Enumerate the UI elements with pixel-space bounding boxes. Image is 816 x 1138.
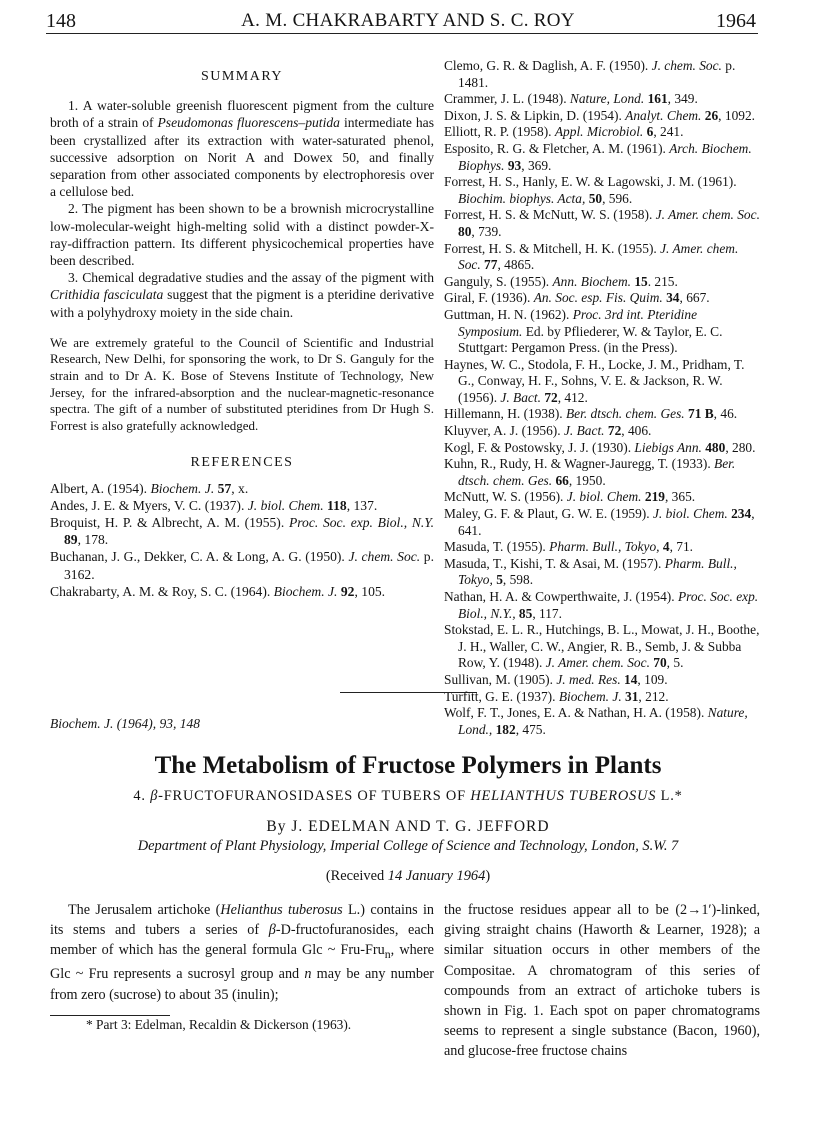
reference-item: Buchanan, J. G., Dekker, C. A. & Long, A. G. (1950). J. chem. Soc. p. 3162.: [50, 549, 434, 582]
reference-item: Masuda, T., Kishi, T. & Asai, M. (1957). Pharm. Bull., Tokyo, 5, 598.: [444, 555, 737, 588]
reference-item: Forrest, H. S. & Mitchell, H. K. (1955). J. Amer. chem. Soc. 77, 4865.: [444, 240, 739, 273]
footnote-rule: [50, 1015, 170, 1016]
reference-item: Wolf, F. T., Jones, E. A. & Nathan, H. A. (1958). Nature, Lond., 182, 475.: [444, 705, 748, 737]
reference-item: Masuda, T. (1955). Pharm. Bull., Tokyo, 4, 71.: [444, 539, 693, 555]
article-subtitle: 4. β-FRUCTOFURANOSIDASES OF TUBERS OF HELIANTHUS TUBEROSUS L.*: [133, 788, 683, 804]
body-left: The Jerusalem artichoke (Helianthus tuberosus L.) contains in its stems and tubers a series of β-D-fructofuranosides, each member of which has the general formula Glc ~ Fru-Fru$_n$, where Glc ~ Fru represents a sucrosyl group and n may be any number from zero (sucrose) to about 35 (inulin);: [50, 902, 435, 1003]
summary-item-1: 1. A water-soluble greenish fluorescent pigment from the culture broth of a strain of Pseudomonas fluorescens–putida intermediate has been crystallized after its extraction with water-saturated phenol, successive adsorption on Norit A and Dowex 50, and finally separation from other associated components by electrophoresis over a cellulose bed.: [50, 98, 434, 200]
reference-item: Kuhn, R., Rudy, H. & Wagner-Jauregg, T. (1933). Ber. dtsch. chem. Ges. 66, 1950.: [444, 456, 736, 488]
reference-item: Turfitt, G. E. (1937). Biochem. J. 31, 212.: [444, 688, 669, 704]
references-left-list: [50, 480, 434, 600]
references-right-list: [444, 58, 760, 738]
article-separator: [340, 692, 477, 693]
reference-item: Haynes, W. C., Stodola, F. H., Locke, J. M., Pridham, T. G., Conway, H. F., Sohns, V. E. & Jackson, R. W. (1956). J. Bact. 72, 412.: [444, 356, 745, 405]
affiliation: Department of Plant Physiology, Imperial College of Science and Technology, London, S.W. 7: [137, 838, 679, 854]
reference-item: Stokstad, E. L. R., Hutchings, B. L., Mowat, J. H., Boothe, J. H., Waller, C. W., Angier, R. B., Semb, J. & Subba Row, Y. (1948). J. Amer. chem. Soc. 70, 5.: [444, 622, 760, 671]
reference-item: Dixon, J. S. & Lipkin, D. (1954). Analyt. Chem. 26, 1092.: [444, 107, 755, 123]
reference-item: Andes, J. E. & Myers, V. C. (1937). J. biol. Chem. 118, 137.: [50, 497, 378, 513]
reference-item: Giral, F. (1936). An. Soc. esp. Fis. Quim. 34, 667.: [444, 290, 710, 306]
reference-item: Chakrabarty, A. M. & Roy, S. C. (1964). Biochem. J. 92, 105.: [50, 583, 386, 599]
received-date: (Received 14 January 1964): [325, 868, 491, 884]
reference-item: Esposito, R. G. & Fletcher, A. M. (1961). Arch. Biochem. Biophys. 93, 369.: [444, 140, 752, 173]
reference-item: McNutt, W. S. (1956). J. biol. Chem. 219, 365.: [444, 489, 696, 505]
running-header-year: 1964: [716, 10, 756, 32]
reference-item: Forrest, H. S. & McNutt, W. S. (1958). J. Amer. chem. Soc. 80, 739.: [444, 207, 760, 239]
reference-item: Nathan, H. A. & Cowperthwaite, J. (1954). Proc. Soc. exp. Biol., N.Y., 85, 117.: [444, 589, 759, 621]
reference-item: Kluyver, A. J. (1956). J. Bact. 72, 406.: [444, 423, 652, 439]
references-heading: REFERENCES: [190, 455, 294, 471]
reference-item: Clemo, G. R. & Daglish, A. F. (1950). J. chem. Soc. p. 1481.: [444, 58, 736, 90]
header-rule: [46, 33, 758, 34]
footnote: * Part 3: Edelman, Recaldin & Dickerson (1963).: [86, 1017, 352, 1032]
reference-item: Guttman, H. N. (1962). Proc. 3rd int. Pteridine Symposium. Ed. by Pfliederer, W. & Taylor, E. C. Stuttgart: Pergamon Press. (in the Press).: [444, 306, 723, 356]
reference-item: Broquist, H. P. & Albrecht, A. M. (1955). Proc. Soc. exp. Biol., N.Y. 89, 178.: [50, 515, 434, 548]
summary-item-3: 3. Chemical degradative studies and the assay of the pigment with Crithidia fasciculata suggest that the pigment is a pteridine derivative with a polyhydroxy moiety in the side chain.: [50, 270, 435, 320]
reference-item: Hillemann, H. (1938). Ber. dtsch. chem. Ges. 71 B, 46.: [444, 406, 738, 422]
reference-item: Forrest, H. S., Hanly, E. W. & Lagowski, J. M. (1961). Biochim. biophys. Acta, 50, 596.: [444, 174, 737, 206]
reference-item: Kogl, F. & Postowsky, J. J. (1930). Liebigs Ann. 480, 280.: [444, 439, 756, 455]
journal-citation: Biochem. J. (1964), 93, 148: [50, 716, 200, 731]
reference-item: Elliott, R. P. (1958). Appl. Microbiol. 6, 241.: [444, 124, 684, 140]
running-header-authors: A. M. CHAKRABARTY AND S. C. ROY: [241, 10, 575, 31]
article-title: The Metabolism of Fructose Polymers in Plants: [154, 752, 662, 779]
left-column: [50, 60, 434, 600]
page-number: 148: [46, 10, 76, 32]
reference-item: Sullivan, M. (1905). J. med. Res. 14, 109.: [444, 671, 668, 687]
reference-item: Maley, G. F. & Plaut, G. W. E. (1959). J. biol. Chem. 234, 641.: [444, 506, 755, 538]
acknowledgement: We are extremely grateful to the Council of Scientific and Industrial Research, New Delhi, for sponsoring the work, to Dr S. Ganguly for the strain and to Dr A. K. Bose of Stevens Institute of Technology, New Jersey, for the infrared-absorption and the nuclear-magnetic-resonance spectra. The gift of a number of substituted pteridines from Dr Hugh S. Forrest is also gratefully acknowledged.: [50, 334, 434, 433]
summary-item-2: 2. The pigment has been shown to be a brownish microcrystalline low-molecular-weight high-melting solid with a distinct powder-X-ray-diffraction pattern. Its different physicochemical properties have been described.: [50, 201, 434, 269]
reference-item: Albert, A. (1954). Biochem. J. 57, x.: [50, 480, 249, 496]
reference-item: Crammer, J. L. (1948). Nature, Lond. 161, 349.: [444, 91, 698, 107]
body-right: the fructose residues appear all to be (2→1′)-linked, giving straight chains (Haworth & Learner, 1928); a similar situation occurs in other members of the Compositae. A chromatogram of this series of compounds from an extract of artichoke tubers is shown in Fig. 1. Each spot on paper chromatograms seems to represent a single substance (Bacon, 1960), and glucose-free fructose chains: [444, 902, 760, 1060]
summary-heading: SUMMARY: [200, 69, 284, 84]
reference-item: Ganguly, S. (1955). Ann. Biochem. 15. 215.: [444, 273, 678, 289]
byline: By J. EDELMAN AND T. G. JEFFORD: [266, 818, 550, 835]
